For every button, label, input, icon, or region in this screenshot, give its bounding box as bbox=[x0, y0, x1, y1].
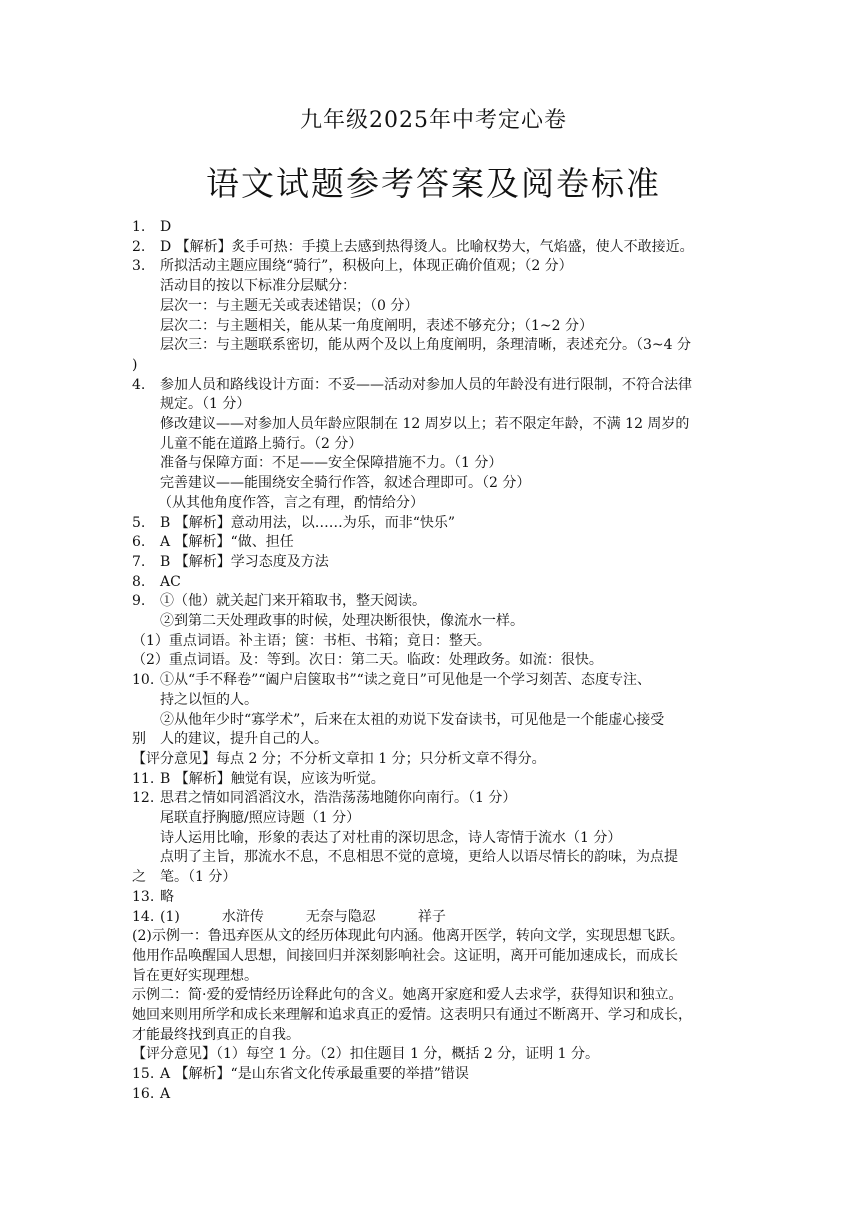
answer-line: A 【解析】“是山东省文化传承最重要的举措”错误 bbox=[160, 1066, 469, 1083]
item-number: 3. bbox=[132, 258, 146, 275]
document-title: 语文试题参考答案及阅卷标准 bbox=[206, 164, 661, 203]
answer-line: （从其他角度作答，言之有理，酌情给分） bbox=[158, 494, 424, 511]
item-number: 别 bbox=[132, 731, 146, 748]
answer-line: D 【解析】炙手可热：手摸上去感到热得烫人。比喻权势大，气焰盛，使人不敢接近。 bbox=[160, 238, 694, 255]
item-number: 11. bbox=[132, 770, 155, 787]
item-number: 14. bbox=[132, 908, 155, 925]
answer-line: 笔。（1 分） bbox=[160, 869, 237, 886]
answer-line: 所拟活动主题应围绕“骑行”，积极向上，体现正确价值观；（2 分） bbox=[160, 258, 573, 275]
exam-subtitle: 九年级2025年中考定心卷 bbox=[300, 108, 567, 133]
answer-line: 儿童不能在道路上骑行。（2 分） bbox=[160, 435, 363, 452]
answer-line: 完善建议——能围绕安全骑行作答，叙述合理即可。（2 分） bbox=[160, 475, 531, 492]
answer-line: B 【解析】学习态度及方法 bbox=[160, 553, 329, 570]
answer-line: (2)示例一：鲁迅弃医从文的经历体现此句内涵。他离开医学，转向文学，实现思想飞跃。 bbox=[132, 928, 684, 945]
item-number: 16. bbox=[132, 1085, 155, 1102]
item-number: 7. bbox=[132, 553, 146, 570]
answer-line: 才能最终找到真正的自我。 bbox=[132, 1026, 300, 1043]
answer-line: 层次二：与主题相关，能从某一角度阐明，表述不够充分；（1~2 分） bbox=[160, 317, 593, 334]
answer-line: 【评分意见】每点 2 分；不分析文章扣 1 分；只分析文章不得分。 bbox=[132, 750, 546, 767]
answer-line: A bbox=[160, 1085, 171, 1102]
answer-line: 修改建议——对参加人员年龄应限制在 12 周岁以上；若不限定年龄，不满 12 周岁的 bbox=[160, 416, 690, 432]
answer-line: （2）重点词语。及：等到。次日：第二天。临政：处理政务。如流：很快。 bbox=[132, 652, 603, 669]
answer-line: (1) 水浒传 无奈与隐忍 祥子 bbox=[160, 908, 446, 925]
answer-line: 持之以恒的人。 bbox=[160, 691, 258, 708]
answer-line: 诗人运用比喻，形象的表达了对杜甫的深切思念，诗人寄情于流水（1 分） bbox=[160, 829, 622, 846]
answer-line: D bbox=[160, 219, 172, 235]
answer-line: 人的建议，提升自己的人。 bbox=[160, 731, 328, 748]
item-number: 8. bbox=[132, 573, 146, 590]
item-number: 1. bbox=[132, 219, 146, 235]
answer-line: 略 bbox=[160, 888, 174, 905]
answer-line: 旨在更好实现理想。 bbox=[132, 967, 258, 984]
item-number: ) bbox=[132, 356, 138, 373]
item-number: 13. bbox=[132, 888, 155, 905]
item-number: 12. bbox=[132, 790, 155, 807]
answer-line: 思君之情如同滔滔汶水，浩浩荡荡地随你向南行。（1 分） bbox=[160, 790, 517, 807]
answer-line: ①（他）就关起门来开箱取书，整天阅读。 bbox=[160, 593, 426, 610]
item-number: 2. bbox=[132, 238, 146, 255]
answer-line: B 【解析】意动用法，以……为乐，而非“快乐” bbox=[160, 514, 456, 531]
answer-line: 她回来则用所学和成长来理解和追求真正的爱情。这表明只有通过不断离开、学习和成长， bbox=[132, 1007, 692, 1023]
answer-line: ①从“手不释卷”“阖户启箧取书”“读之竟日”可见他是一个学习刻苦、态度专注、 bbox=[160, 672, 651, 689]
item-number: 6. bbox=[132, 534, 146, 551]
answer-line: 活动目的按以下标准分层赋分： bbox=[160, 278, 356, 295]
item-number: 5. bbox=[132, 514, 146, 531]
answer-line: ②从他年少时“寡学术”，后来在太祖的劝说下发奋读书，可见他是一个能虚心接受 bbox=[160, 711, 665, 728]
answer-line: 点明了主旨，那流水不息，不息相思不觉的意境，更给人以语尽情长的韵味，为点提 bbox=[160, 849, 678, 866]
answer-line: 规定。（1 分） bbox=[160, 396, 251, 413]
answer-line: 层次一：与主题无关或表述错误；（0 分） bbox=[160, 297, 419, 314]
answer-line: 层次三：与主题联系密切，能从两个及以上角度阐明，条理清晰，表述充分。（3~4 分 bbox=[160, 337, 691, 354]
answer-line: 准备与保障方面：不足——安全保障措施不力。（1 分） bbox=[160, 455, 503, 472]
item-number: 9. bbox=[132, 593, 146, 610]
answer-line: ②到第二天处理政事的时候，处理决断很快，像流水一样。 bbox=[160, 613, 524, 629]
answer-line: 【评分意见】（1）每空 1 分。（2）扣住题目 1 分，概括 2 分，证明 1 分。 bbox=[132, 1046, 600, 1063]
item-number: 10. bbox=[132, 672, 155, 689]
answer-line: B 【解析】触觉有误，应该为听觉。 bbox=[160, 770, 385, 787]
item-number: 4. bbox=[132, 376, 146, 393]
answer-line: A 【解析】“做、担任 bbox=[160, 534, 294, 551]
answer-line: 参加人员和路线设计方面：不妥——活动对参加人员的年龄没有进行限制，不符合法律 bbox=[160, 376, 692, 393]
answer-line: 他用作品唤醒国人思想，间接回归并深刻影响社会。这证明，离开可能加速成长，而成长 bbox=[132, 947, 678, 964]
answer-line: 示例二：简·爱的爱情经历诠释此句的含义。她离开家庭和爱人去求学，获得知识和独立。 bbox=[132, 987, 683, 1004]
item-number: 之 bbox=[132, 869, 146, 886]
item-number: 15. bbox=[132, 1066, 155, 1083]
answer-line: AC bbox=[160, 573, 181, 590]
answer-line: 尾联直抒胸臆/照应诗题（1 分） bbox=[160, 810, 361, 826]
answer-line: （1）重点词语。补主语；箧：书柜、书箱；竟日：整天。 bbox=[132, 632, 491, 649]
